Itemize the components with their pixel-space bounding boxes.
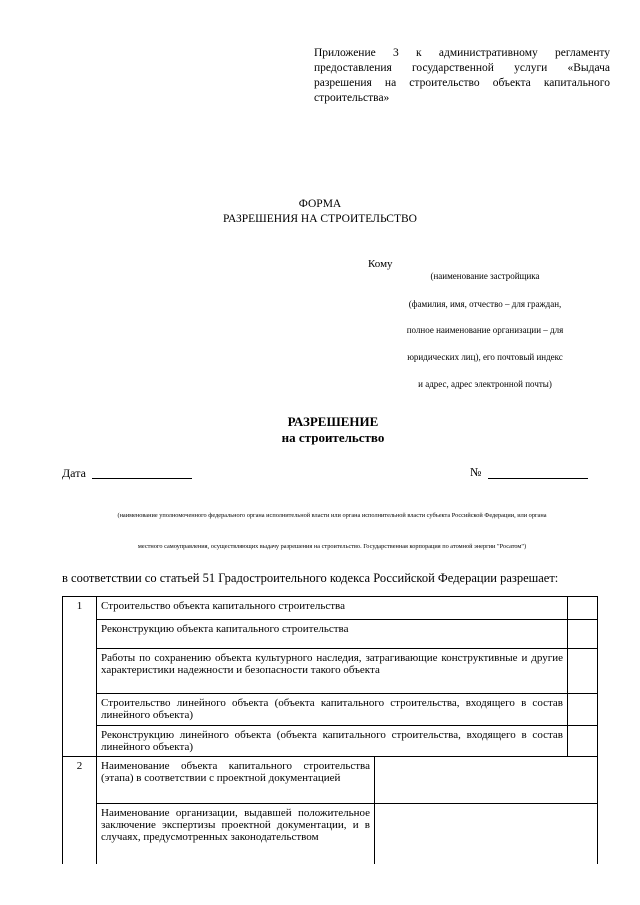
authority-hint-line: (наименование уполномоченного федерального органа исполнительной власти или органа исполнительной власти субъекта Российской Федерации, или органа (117, 512, 547, 519)
appendix-note: Приложение 3 к административному регламенту предоставления государственной услуги «Выдача разрешения на строительство объекта капитального строительства» (314, 47, 610, 104)
table-row (63, 597, 598, 620)
date-label: Дата (62, 466, 86, 480)
number-field[interactable] (488, 478, 588, 479)
addressee-label: Кому (368, 258, 393, 270)
table-row (63, 757, 598, 804)
checkbox-cell[interactable] (568, 620, 598, 649)
addressee-hint-line: (наименование застройщика (430, 271, 540, 281)
section-number: 2 (63, 757, 97, 864)
table-cell-label: Реконструкцию линейного объекта (объекта капитального строительства, входящего в состав линейного объекта) (97, 726, 568, 757)
value-cell[interactable] (375, 804, 598, 864)
permit-subtitle: на строительство (281, 430, 385, 445)
addressee-hint-line: полное наименование организации – для (406, 325, 564, 335)
checkbox-cell[interactable] (568, 649, 598, 694)
table-cell-label: Строительство линейного объекта (объекта капитального строительства, входящего в состав линейного объекта) (97, 694, 568, 726)
checkbox-cell[interactable] (568, 726, 598, 757)
addressee-hint-line: и адрес, адрес электронной почты) (418, 379, 552, 389)
accordance-text: в соответствии со статьей 51 Градостроительного кодекса Российской Федерации разрешает: (62, 571, 559, 585)
table-cell-label: Реконструкцию объекта капитального строительства (97, 620, 568, 649)
addressee-hint-line: (фамилия, имя, отчество – для граждан, (408, 299, 562, 309)
table-cell-label: Наименование объекта капитального строительства (этапа) в соответствии с проектной документацией (97, 757, 375, 804)
table-row (63, 620, 598, 649)
section-number: 1 (63, 597, 97, 757)
table-cell-label: Наименование организации, выдавшей положительное заключение экспертизы проектной документации, и в случаях, предусмотренных законодательством (97, 804, 375, 864)
table-row (63, 804, 598, 864)
checkbox-cell[interactable] (568, 597, 598, 620)
table-row (63, 649, 598, 694)
number-label: № (470, 465, 482, 479)
addressee-hint-line: юридических лиц), его почтовый индекс (407, 352, 563, 362)
table-cell-label: Строительство объекта капитального строительства (97, 597, 568, 620)
permit-title: РАЗРЕШЕНИЕ (287, 414, 379, 429)
form-title: ФОРМА (298, 198, 342, 210)
table-cell-label: Работы по сохранению объекта культурного наследия, затрагивающие конструктивные и другие характеристики надежности и безопасности такого объекта (97, 649, 568, 694)
permit-table (62, 596, 598, 864)
value-cell[interactable] (375, 757, 598, 804)
table-row (63, 726, 598, 757)
form-subtitle: РАЗРЕШЕНИЯ НА СТРОИТЕЛЬСТВО (223, 213, 417, 225)
checkbox-cell[interactable] (568, 694, 598, 726)
authority-hint-line: местного самоуправления, осуществляющих выдачу разрешения на строительство. Государственная корпорация по атомной энергии "Росатом") (137, 543, 527, 550)
date-field[interactable] (92, 478, 192, 479)
table-row (63, 694, 598, 726)
